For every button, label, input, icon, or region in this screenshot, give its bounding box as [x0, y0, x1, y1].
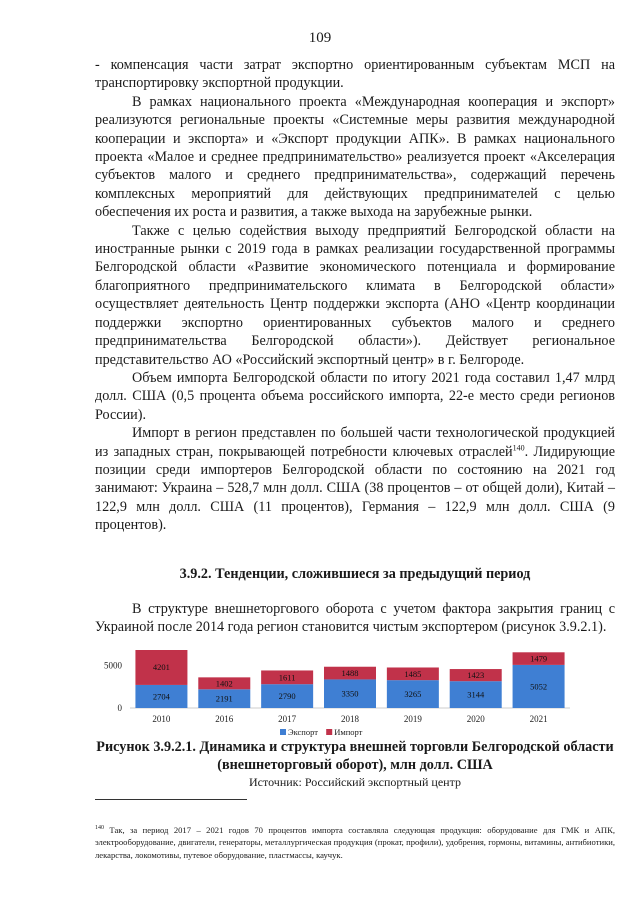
trade-chart-svg: [85, 650, 575, 750]
x-tick-label-2020: 2020: [466, 714, 485, 724]
footnote-divider: [95, 799, 247, 800]
data-label-import-2010: 4201: [152, 662, 170, 673]
data-label-export-2019: 3265: [404, 689, 422, 700]
figure-caption-number: Рисунок 3.9.2.1: [96, 739, 193, 755]
data-label-export-2017: 2790: [278, 691, 296, 702]
import-text-end: . Лидирующие позиции среди импортеров Белгородской области по состоянию на 2021 год занимают: Украина – 528,7 млн долл. США (38 процентов – от общей доли), Китай – 122,9 млн долл. США (11 процентов), Германия – 122,9 млн долл. США (9 процентов).: [95, 443, 615, 534]
data-label-import-2018: 1488: [341, 668, 359, 679]
y-tick-label: 5000: [104, 660, 122, 671]
data-label-import-2019: 1485: [404, 668, 422, 679]
paragraph-export-center: Также с целью содействия выходу предприятий Белгородской области на иностранные рынки с 2019 года в рамках реализации государственной программы Белгородской области «Развитие экономического потенциала и формирование благоприятного предпринимательского климата в Белгородской области» осуществляет деятельность Центр поддержки экспорта (АНО «Центр координации поддержки экспортно ориентированных субъектов малого и среднего предпринимательства Белгородской области»). Действует региональное представительство АО «Российский экспортный центр» в г. Белгороде.: [95, 222, 615, 368]
trade-chart: [85, 650, 575, 750]
figure-caption: [95, 738, 615, 775]
x-tick-label-2021: 2021: [529, 714, 548, 724]
import-text-start: Импорт в регион представлен по большей части технологической продукцией из западных стран, покрывающей потребности ключевых отраслей: [95, 425, 615, 460]
footnote-number: 140: [95, 825, 104, 831]
data-label-import-2021: 1479: [530, 653, 548, 664]
figure-source: Источник: Российский экспортный центр: [249, 775, 461, 789]
data-label-export-2018: 3350: [341, 688, 359, 699]
data-label-export-2016: 2191: [215, 693, 233, 704]
section-title: 3.9.2. Тенденции, сложившиеся за предыдущий период: [179, 566, 531, 582]
page-number: 109: [308, 30, 332, 46]
data-label-export-2010: 2704: [152, 691, 170, 702]
data-label-import-2020: 1423: [467, 670, 485, 681]
x-tick-label-2017: 2017: [278, 714, 297, 724]
data-label-export-2020: 3144: [467, 689, 485, 700]
y-tick-label: 0: [117, 703, 122, 713]
legend-label-export: Экспорт: [288, 727, 318, 737]
paragraph-import-volume: Объем импорта Белгородской области по итогу 2021 года составил 1,47 млрд долл. США (0,5 процента объема российского импорта, 22-е место среди регионов России).: [95, 369, 615, 423]
data-label-export-2021: 5052: [530, 681, 548, 692]
paragraph-compensation: - компенсация части затрат экспортно ориентированным субъектам МСП на транспортировку экспортной продукции.: [95, 57, 615, 92]
x-tick-label-2019: 2019: [403, 714, 422, 724]
x-tick-label-2016: 2016: [215, 714, 234, 724]
section-body: [95, 600, 615, 637]
figure-caption-text: . Динамика и структура внешней торговли Белгородской области (внешнеторговый оборот), млн долл. США: [192, 739, 614, 774]
legend-label-import: Импорт: [334, 727, 363, 737]
paragraph-national-projects: В рамках национального проекта «Международная кооперация и экспорт» реализуются региональные проекты «Системные меры развития международной кооперации и экспорта» и «Экспорт продукции АПК». В рамках национального проекта «Малое и среднее предпринимательство» реализуется проект «Акселерация субъектов малого и среднего предпринимательства», содержащий перечень комплексных мероприятий для действующих предпринимателей с целью обеспечения их роста и развития, а также выхода на зарубежные рынки.: [95, 93, 615, 221]
footnote: [95, 822, 615, 861]
legend-swatch-export: [280, 729, 286, 735]
legend-swatch-import: [326, 729, 332, 735]
data-label-import-2016: 1402: [215, 678, 233, 689]
x-tick-label-2010: 2010: [152, 714, 171, 724]
paragraph-net-exporter: В структуре внешнеторгового оборота с учетом фактора закрытия границ с Украиной после 2014 года регион становится чистым экспортером (рисунок 3.9.2.1).: [95, 601, 615, 636]
footnote-text: Так, за период 2017 – 2021 годов 70 процентов импорта составляла следующая продукция: оборудование для ГМК и АПК, электрооборудование, двигатели, генераторы, металлургическая продукция (прокат, профили), удобрения, гормоны, витамины, антибиотики, лекарства, локомотивы, путевое оборудование, пластмассы, каучук.: [95, 824, 615, 860]
x-tick-label-2018: 2018: [341, 714, 359, 724]
data-label-import-2017: 1611: [278, 672, 296, 683]
paragraph-import-structure: [95, 424, 615, 534]
body-text: [95, 56, 615, 535]
footnote-ref[interactable]: 140: [512, 442, 525, 452]
